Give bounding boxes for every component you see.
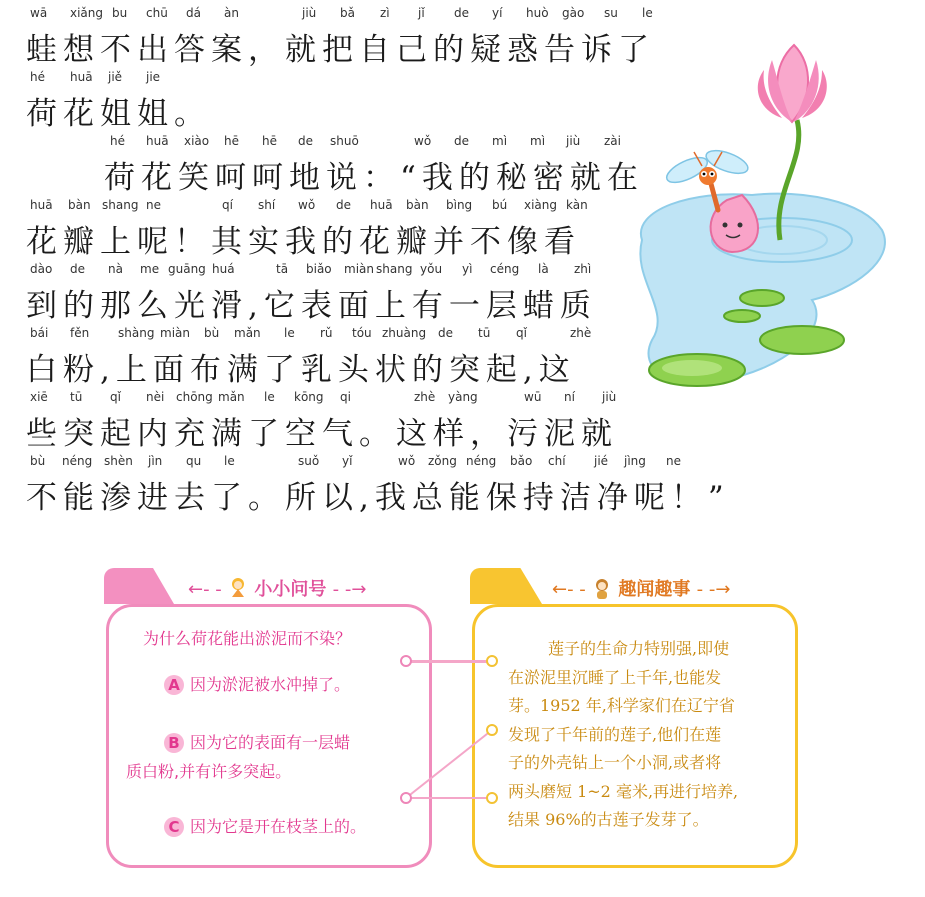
pond-water: [640, 194, 885, 383]
connector-dot: [486, 724, 498, 736]
fun-fact-line: 两头磨短 1~2 毫米,再进行培养,: [508, 781, 739, 801]
pinyin-syllable: bǎ: [340, 6, 355, 20]
pinyin-syllable: qǐ: [110, 390, 121, 404]
pinyin-syllable: mǎn: [234, 326, 261, 340]
hanzi-text: 不能渗进去了。所以,我总能保持洁净呢！”: [26, 480, 730, 516]
pinyin-syllable: jiù: [602, 390, 617, 404]
connector-dot: [400, 792, 412, 804]
question-text: 为什么荷花能出淤泥而不染？: [143, 629, 352, 648]
right-arrow-icon: - -→: [332, 579, 367, 600]
lily-pad: [740, 290, 784, 306]
pinyin-syllable: tóu: [352, 326, 372, 340]
pinyin-syllable: de: [70, 262, 85, 276]
pinyin-syllable: tū: [478, 326, 491, 340]
pinyin-syllable: mǎn: [218, 390, 245, 404]
pinyin-syllable: là: [538, 262, 549, 276]
pinyin-syllable: bàn: [68, 198, 91, 212]
question-box-title: 小小问号: [254, 579, 327, 600]
fun-box-header: [552, 575, 730, 601]
pinyin-syllable: guāng: [168, 262, 206, 276]
pinyin-syllable: zhè: [570, 326, 592, 340]
pinyin-syllable: de: [454, 6, 469, 20]
fun-box-tab: [470, 568, 542, 604]
pinyin-syllable: bàn: [406, 198, 429, 212]
pinyin-syllable: mì: [530, 134, 546, 148]
option-text: 因为它是开在枝茎上的。: [190, 817, 367, 836]
fun-fact-line: 结果 96%的古莲子发芽了。: [508, 810, 709, 829]
pinyin-syllable: huā: [146, 134, 169, 148]
connector-dot: [400, 655, 412, 667]
pinyin-syllable: shang: [102, 198, 139, 212]
pinyin-syllable: me: [140, 262, 160, 276]
option-letter: B: [164, 733, 184, 753]
monkey-icon: [592, 577, 612, 599]
pinyin-syllable: dào: [30, 262, 53, 276]
pinyin-syllable: xiǎng: [70, 6, 104, 20]
pinyin-syllable: fěn: [70, 326, 90, 340]
pinyin-syllable: céng: [490, 262, 520, 276]
pinyin-syllable: jiù: [302, 6, 317, 20]
option-b[interactable]: [164, 730, 350, 753]
pinyin-syllable: zhè: [414, 390, 436, 404]
pinyin-syllable: tū: [70, 390, 83, 404]
pinyin-syllable: yàng: [448, 390, 478, 404]
pinyin-syllable: jiě: [108, 70, 123, 84]
pinyin-syllable: zì: [380, 6, 390, 20]
pinyin-syllable: chí: [548, 454, 566, 468]
fun-fact-line: 子的外壳钻上一个小洞,或者将: [508, 753, 722, 772]
pinyin-syllable: ne: [146, 198, 161, 212]
pinyin-syllable: qǐ: [516, 326, 527, 340]
pinyin-syllable: chū: [146, 6, 168, 20]
pinyin-syllable: wǒ: [298, 198, 316, 212]
pinyin-syllable: de: [454, 134, 469, 148]
pinyin-syllable: le: [264, 390, 275, 404]
pinyin-syllable: de: [336, 198, 351, 212]
pinyin-syllable: gào: [562, 6, 585, 20]
pinyin-syllable: shí: [258, 198, 276, 212]
hanzi-text: 到的那么光滑,它表面上有一层蜡质: [26, 288, 597, 324]
hanzi-text: 花瓣上呢！其实我的花瓣并不像看: [26, 224, 581, 260]
lily-pad: [724, 310, 760, 322]
pinyin-syllable: bù: [204, 326, 220, 340]
pinyin-syllable: jié: [594, 454, 609, 468]
left-arrow-icon: ←- -: [188, 579, 222, 600]
option-a[interactable]: [164, 672, 350, 695]
question-box-header: [188, 575, 366, 601]
pinyin-syllable: zhuàng: [382, 326, 427, 340]
pinyin-syllable: jìn: [148, 454, 163, 468]
pinyin-syllable: mì: [492, 134, 508, 148]
pinyin-syllable: ní: [564, 390, 575, 404]
pinyin-syllable: shuō: [330, 134, 359, 148]
hanzi-text: 白粉,上面布满了乳头状的突起,这: [26, 352, 576, 388]
pinyin-syllable: zài: [604, 134, 621, 148]
connector-dot: [486, 792, 498, 804]
pinyin-syllable: tā: [276, 262, 289, 276]
pinyin-syllable: huò: [526, 6, 549, 20]
pinyin-syllable: néng: [62, 454, 93, 468]
hanzi-text: 些突起内充满了空气。这样，污泥就: [26, 416, 618, 452]
option-text: 因为淤泥被水冲掉了。: [190, 675, 351, 694]
pinyin-syllable: de: [438, 326, 453, 340]
pinyin-syllable: bìng: [446, 198, 473, 212]
question-box-tab: [104, 568, 174, 604]
pinyin-syllable: bái: [30, 326, 49, 340]
lotus-flower: [758, 45, 827, 122]
pinyin-syllable: yǒu: [420, 262, 443, 276]
pinyin-syllable: wū: [524, 390, 542, 404]
pinyin-syllable: xiào: [184, 134, 210, 148]
pinyin-syllable: xiàng: [524, 198, 558, 212]
pinyin-syllable: huā: [30, 198, 53, 212]
pinyin-syllable: nà: [108, 262, 123, 276]
pinyin-syllable: bǎo: [510, 454, 533, 468]
pinyin-syllable: shèn: [104, 454, 133, 468]
pinyin-syllable: le: [642, 6, 653, 20]
pinyin-syllable: kàn: [566, 198, 588, 212]
option-letter: C: [164, 817, 184, 837]
pinyin-syllable: zhì: [574, 262, 592, 276]
hanzi-text: 荷花笑呵呵地说：“我的秘密就在: [104, 160, 644, 196]
pinyin-syllable: suǒ: [298, 454, 320, 468]
pinyin-syllable: qi: [340, 390, 351, 404]
pinyin-syllable: wǒ: [398, 454, 416, 468]
pinyin-syllable: wǒ: [414, 134, 432, 148]
pinyin-syllable: xiē: [30, 390, 48, 404]
pinyin-syllable: qu: [186, 454, 202, 468]
pinyin-syllable: rǔ: [320, 326, 333, 340]
doll-icon: [228, 577, 248, 599]
pinyin-syllable: yí: [492, 6, 503, 20]
pinyin-syllable: kōng: [294, 390, 324, 404]
right-arrow-icon: - -→: [696, 579, 731, 600]
pinyin-syllable: bu: [112, 6, 128, 20]
pinyin-syllable: shang: [376, 262, 413, 276]
pinyin-syllable: de: [298, 134, 313, 148]
pinyin-syllable: dá: [186, 6, 201, 20]
pinyin-syllable: hé: [30, 70, 45, 84]
pinyin-syllable: le: [224, 454, 235, 468]
pinyin-syllable: jie: [146, 70, 161, 84]
pinyin-syllable: hē: [262, 134, 277, 148]
lotus-pond-illustration: [632, 40, 897, 400]
pinyin-syllable: huā: [70, 70, 93, 84]
fun-fact-line: 发现了千年前的莲子,他们在莲: [508, 724, 722, 744]
pinyin-syllable: huā: [370, 198, 393, 212]
option-c[interactable]: [164, 814, 366, 837]
pinyin-syllable: su: [604, 6, 618, 20]
pinyin-syllable: jǐ: [418, 6, 425, 20]
option-letter: A: [164, 675, 184, 695]
hanzi-text: 蛙想不出答案，就把自己的疑惑告诉了: [26, 32, 655, 68]
pinyin-syllable: wā: [30, 6, 48, 20]
pinyin-syllable: le: [284, 326, 295, 340]
fun-fact-line: 在淤泥里沉睡了上千年,也能发: [508, 667, 722, 687]
lily-pad: [760, 326, 844, 354]
left-arrow-icon: ←- -: [552, 579, 586, 600]
pinyin-syllable: biǎo: [306, 262, 332, 276]
pinyin-syllable: yì: [462, 262, 473, 276]
connector-dot: [486, 655, 498, 667]
fun-fact-line: 芽。1952 年,科学家们在辽宁省: [508, 696, 735, 715]
pinyin-syllable: hē: [224, 134, 239, 148]
pinyin-syllable: ne: [666, 454, 681, 468]
hanzi-text: 荷花姐姐。: [26, 96, 211, 132]
pinyin-syllable: nèi: [146, 390, 165, 404]
pinyin-syllable: àn: [224, 6, 239, 20]
pinyin-syllable: shàng: [118, 326, 155, 340]
fun-fact-line: 莲子的生命力特别强,即使: [548, 639, 730, 658]
pinyin-syllable: miàn: [344, 262, 374, 276]
option-text: 因为它的表面有一层蜡: [190, 733, 351, 752]
pinyin-syllable: hé: [110, 134, 125, 148]
option-b-line2: 质白粉,并有许多突起。: [126, 762, 292, 781]
pinyin-syllable: qí: [222, 198, 233, 212]
fun-box-title: 趣闻趣事: [618, 579, 691, 600]
pinyin-syllable: yǐ: [342, 454, 353, 468]
pinyin-syllable: zǒng: [428, 454, 457, 468]
pinyin-syllable: néng: [466, 454, 497, 468]
pinyin-syllable: bù: [30, 454, 46, 468]
pinyin-syllable: miàn: [160, 326, 190, 340]
pinyin-syllable: huá: [212, 262, 235, 276]
pinyin-syllable: jìng: [624, 454, 646, 468]
pinyin-syllable: chōng: [176, 390, 213, 404]
pinyin-syllable: bú: [492, 198, 508, 212]
pinyin-syllable: jiù: [566, 134, 581, 148]
